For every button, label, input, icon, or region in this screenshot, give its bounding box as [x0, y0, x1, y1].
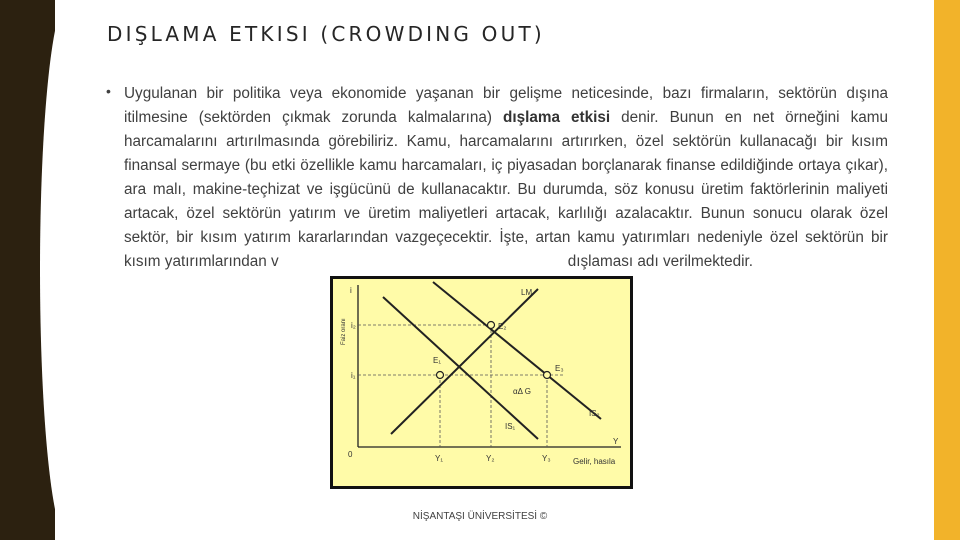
is2-curve	[433, 282, 601, 419]
right-accent-bar	[934, 0, 960, 540]
lm-curve	[391, 289, 538, 434]
e3-point	[544, 372, 551, 379]
bullet-icon: •	[106, 83, 111, 99]
i1-label: i₁	[351, 371, 356, 380]
paragraph-part1: Uygulanan bir politika veya ekonomide yaşanan bir gelişme neticesinde, bazı firmaların, sektörün dışına itilmesine (sektörden çıkmak zorunda kalmalarına)	[124, 85, 888, 126]
paragraph-tail: dışlaması adı verilmektedir.	[567, 253, 754, 270]
y1-label: Y₁	[435, 454, 444, 463]
is-lm-figure	[330, 276, 633, 489]
e1-label: E₁	[433, 356, 442, 365]
is2-label: IS₂	[589, 409, 600, 418]
y3-label: Y₃	[542, 454, 551, 463]
x-axis-title: Gelir, hasıla	[573, 457, 616, 466]
i2-label: i₂	[351, 321, 356, 330]
e2-point	[488, 322, 495, 329]
y2-label: Y₂	[486, 454, 495, 463]
body-paragraph	[124, 82, 888, 274]
lm-label: LM	[521, 288, 533, 297]
is-lm-graph	[333, 279, 630, 486]
slide-title: DIŞLAMA ETKISI (CROWDING OUT)	[107, 22, 545, 46]
side-label: Faiz oranı	[341, 318, 347, 345]
y-axis-label: i	[350, 286, 352, 295]
is1-label: IS₁	[505, 422, 516, 431]
footer-text: NİŞANTAŞI ÜNİVERSİTESİ ©	[412, 511, 548, 522]
delta-g-label: αΔ G	[513, 387, 531, 396]
e3-label: E₃	[555, 364, 564, 373]
e1-point	[437, 372, 444, 379]
origin-label: 0	[348, 450, 353, 459]
paragraph-bold-term: dışlama etkisi	[503, 109, 611, 126]
paragraph-part2: denir. Bunun en net örneğini kamu harcamalarını artırılmasında görebiliriz. Kamu, harcamalarını artırırken, özel sektörün kullanacağı bir kısım finansal sermaye (bu etki özellikle kamu harcamaları, iç piyasadan borçlanarak finanse edildiğinde ortaya çıkar), ara malı, makine-teçhizat ve işgücünü de kullanacaktır. Bu durumda, söz konusu üretim faktörlerinin maliyeti artacak, özel sektörün yatırım ve üretim maliyetleri artacak, karlılığı azalacaktır. Bunun sonucu olarak özel sektör, bir kısım yatırım kararlarından vazgeçecektir. İşte, artan kamu yatırımları nedeniyle özel sektörün bir kısım yatırımlarından v	[124, 109, 888, 270]
e2-label: E₂	[498, 322, 507, 331]
x-axis-label: Y	[613, 437, 619, 446]
